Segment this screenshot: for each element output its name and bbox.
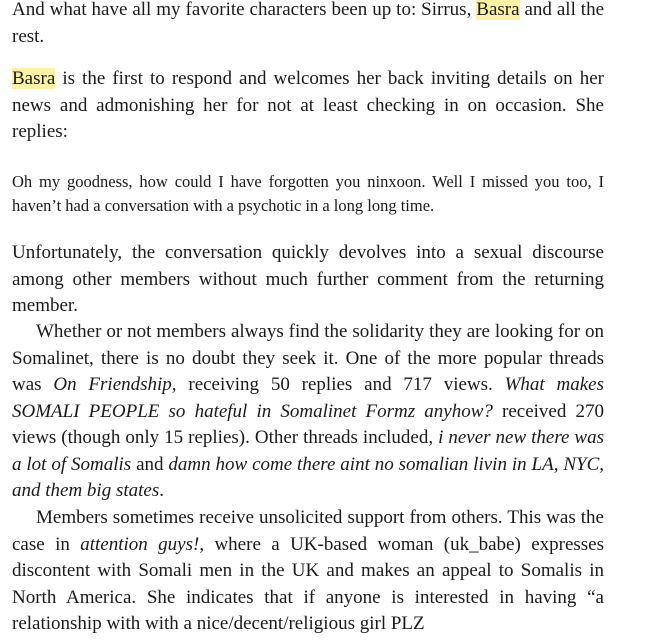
text: and xyxy=(131,453,169,475)
quote-text: Oh my goodness, how could I have forgotten you ninxoon. Well I missed you too, I haven’t had a conversation with a psychotic in a long long time. xyxy=(12,172,604,215)
paragraph-intro xyxy=(12,0,604,50)
paragraph-solidarity xyxy=(12,319,604,505)
block-quote xyxy=(12,170,604,218)
paragraph-support xyxy=(12,505,604,638)
text: and all the rest. xyxy=(12,0,605,47)
paragraph-basra-response xyxy=(12,66,604,146)
text: . xyxy=(159,480,164,501)
text: Members sometimes receive unsolicited support from others. This was the case in xyxy=(12,507,604,555)
text: is the first to respond and welcomes her back inviting details on her news and admonishing her for not at least checking in on occasion. She replies: xyxy=(12,68,604,142)
highlight-basra: Basra xyxy=(476,0,520,20)
text: , receiving 50 replies and 717 views. xyxy=(171,374,505,395)
thread-title: On Friendship xyxy=(53,374,172,395)
paragraph-devolves xyxy=(12,240,604,320)
thread-title: attention guys! xyxy=(80,533,200,555)
text: , where a UK-based woman (uk_babe) expresses discontent with Somali men in the UK and makes an appeal to Somalis in North America. She indicates that if anyone is interested in having “a relationship with with a nice/decent/religious girl PLZ xyxy=(12,533,604,634)
thread-title: i never new there was a lot of Somalis xyxy=(12,427,604,475)
text: Unfortunately, the conversation quickly devolves into a sexual discourse among other members without much further comment from the returning member. xyxy=(12,242,604,316)
thread-title: damn how come there aint no somalian livin in LA, NYC, and them big states xyxy=(12,453,604,501)
text: Whether or not members always find the solidarity they are looking for on Somalinet, there is no doubt they seek it. One of the more popular threads was xyxy=(12,321,604,395)
text: received 270 views (though only 15 replies). Other threads included, xyxy=(12,400,604,448)
highlight-basra: Basra xyxy=(12,68,56,89)
thread-title: What makes SOMALI PEOPLE so hateful in Somalinet Formz anyhow? xyxy=(12,374,604,422)
text: And what have all my favorite characters been up to: Sirrus, xyxy=(12,0,477,20)
